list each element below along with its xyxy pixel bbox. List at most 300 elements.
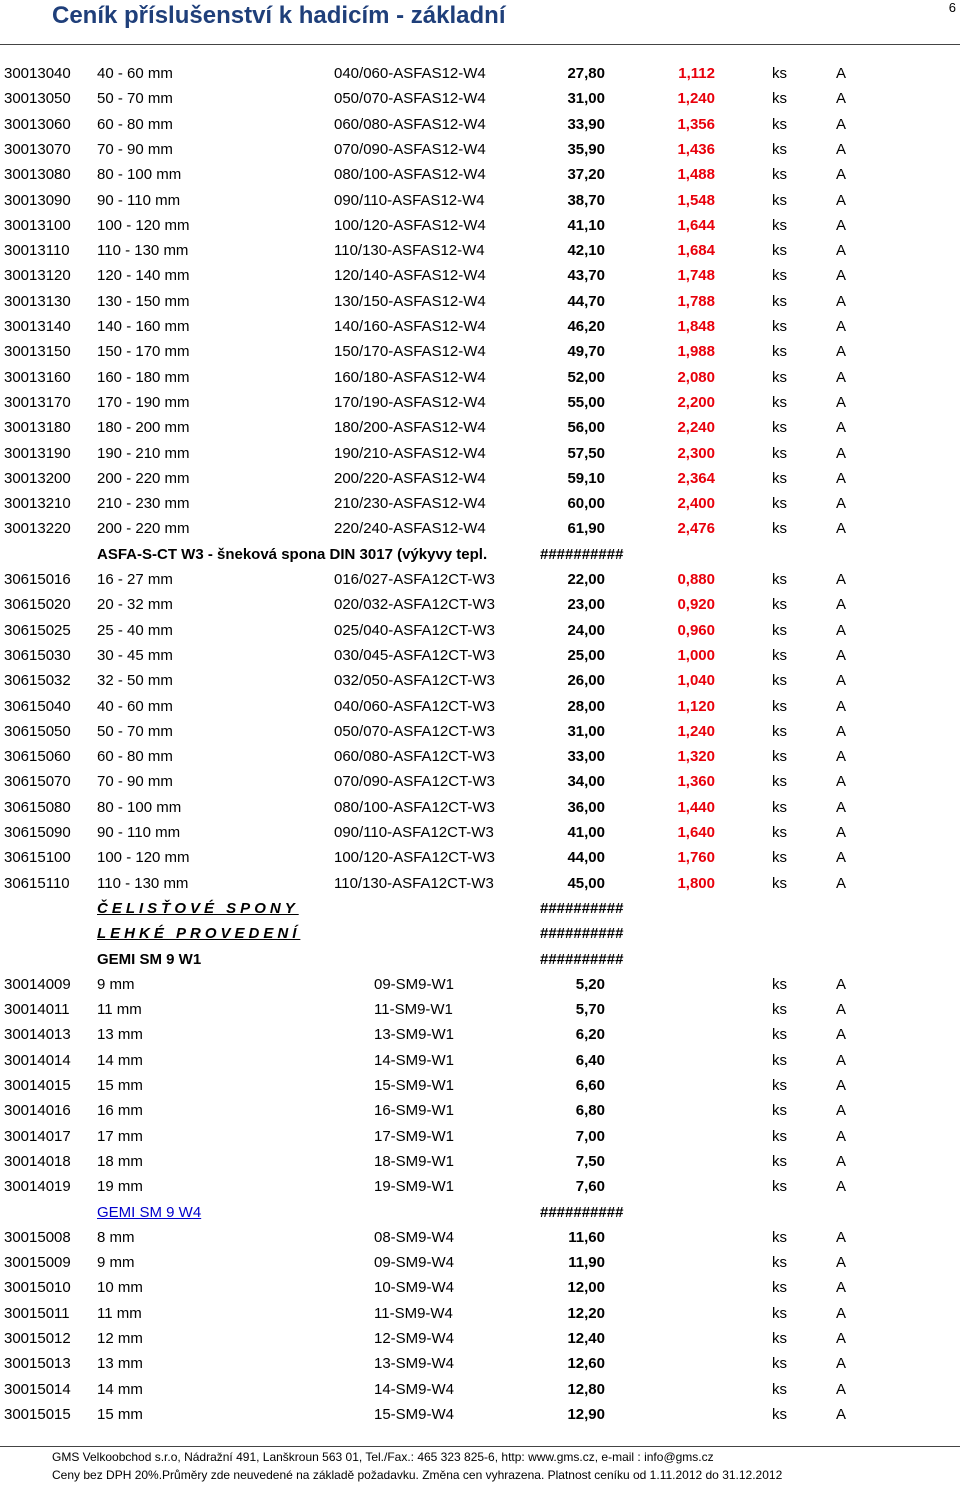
item-unit: ks — [772, 166, 787, 184]
item-size: 25 - 40 mm — [97, 621, 173, 639]
item-price-czk: 33,90 — [567, 115, 605, 133]
item-price-eur: 1,360 — [677, 773, 715, 791]
item-type-code: 060/080-ASFAS12-W4 — [334, 115, 486, 133]
item-code: 30015013 — [4, 1355, 71, 1373]
item-code: 30615070 — [4, 773, 71, 791]
item-price-czk: 55,00 — [567, 393, 605, 411]
item-class: A — [836, 1026, 847, 1044]
item-price-czk: 12,40 — [567, 1330, 605, 1347]
item-price-eur: 0,960 — [677, 621, 715, 639]
item-price-eur: 1,120 — [677, 697, 715, 715]
item-type-code: 016/027-ASFA12CT-W3 — [334, 571, 495, 588]
item-price-czk: 27,80 — [567, 65, 605, 82]
item-type-code: 11-SM9-W1 — [374, 1001, 453, 1019]
table-row — [0, 645, 960, 667]
item-size: 9 mm — [97, 975, 135, 993]
item-code: 30014013 — [4, 1026, 71, 1044]
item-price-czk: 56,00 — [567, 419, 605, 437]
item-class: A — [836, 65, 847, 82]
table-row — [0, 190, 960, 212]
item-price-czk: 6,80 — [575, 1102, 605, 1120]
item-code: 30615080 — [4, 798, 71, 816]
item-code: 30615100 — [4, 849, 71, 867]
item-unit: ks — [772, 393, 787, 411]
item-size: 16 - 27 mm — [97, 571, 173, 588]
item-price-czk: 24,00 — [567, 621, 605, 639]
table-row — [0, 746, 960, 768]
item-unit: ks — [772, 1001, 787, 1019]
item-type-code: 030/045-ASFA12CT-W3 — [334, 646, 495, 664]
table-row — [0, 822, 960, 844]
item-price-eur: 1,440 — [677, 798, 715, 816]
item-price-eur: 1,488 — [677, 166, 715, 184]
item-class: A — [836, 469, 847, 487]
item-price-eur: 1,788 — [677, 292, 715, 310]
item-class: A — [836, 874, 847, 892]
item-class: A — [836, 242, 847, 260]
item-size: 50 - 70 mm — [97, 722, 173, 740]
item-size: 50 - 70 mm — [97, 90, 173, 108]
item-type-code: 200/220-ASFAS12-W4 — [334, 469, 486, 487]
table-row — [0, 240, 960, 262]
item-class: A — [836, 1405, 847, 1423]
item-unit: ks — [772, 621, 787, 639]
item-code: 30615025 — [4, 621, 71, 639]
item-type-code: 130/150-ASFAS12-W4 — [334, 292, 486, 310]
item-unit: ks — [772, 343, 787, 361]
item-unit: ks — [772, 824, 787, 841]
item-code: 30615032 — [4, 672, 71, 690]
item-price-czk: 45,00 — [567, 874, 605, 892]
item-price-czk: 11,60 — [568, 1228, 605, 1246]
item-class: A — [836, 495, 847, 513]
item-price-eur: 1,040 — [677, 672, 715, 690]
table-row — [0, 265, 960, 287]
item-unit: ks — [772, 1380, 787, 1398]
item-price-czk: 41,00 — [567, 824, 605, 841]
item-unit: ks — [772, 1304, 787, 1322]
item-price-czk: 11,90 — [568, 1254, 605, 1272]
item-type-code: 070/090-ASFAS12-W4 — [334, 140, 486, 158]
item-size: 80 - 100 mm — [97, 166, 182, 184]
item-unit: ks — [772, 1026, 787, 1044]
item-price-czk: 28,00 — [567, 697, 605, 715]
item-size: 40 - 60 mm — [97, 65, 173, 82]
item-price-eur: 2,300 — [677, 444, 715, 462]
item-class: A — [836, 849, 847, 867]
item-code: 30013130 — [4, 292, 71, 310]
section-link[interactable]: GEMI SM 9 W4 — [97, 1203, 202, 1221]
item-unit: ks — [772, 1228, 787, 1246]
item-size: 16 mm — [97, 1102, 143, 1120]
item-type-code: 13-SM9-W4 — [374, 1355, 455, 1373]
table-row — [0, 594, 960, 616]
item-type-code: 050/070-ASFAS12-W4 — [334, 90, 486, 108]
item-code: 30615060 — [4, 748, 71, 766]
item-type-code: 10-SM9-W4 — [374, 1279, 455, 1297]
item-class: A — [836, 1304, 847, 1322]
item-price-eur: 1,000 — [677, 646, 715, 664]
item-size: 80 - 100 mm — [97, 798, 182, 816]
item-code: 30615020 — [4, 596, 71, 614]
item-price-eur: 1,644 — [677, 216, 715, 234]
item-price-czk: 12,00 — [567, 1279, 605, 1297]
item-price-eur: 1,800 — [677, 874, 715, 892]
item-size: 20 - 32 mm — [97, 596, 173, 614]
table-row — [0, 1303, 960, 1325]
item-class: A — [836, 140, 847, 158]
item-price-czk: 6,40 — [575, 1051, 605, 1069]
item-class: A — [836, 1102, 847, 1120]
item-class: A — [836, 292, 847, 310]
item-price-czk: 49,70 — [567, 343, 605, 361]
item-price-czk: 46,20 — [567, 318, 605, 335]
item-class: A — [836, 393, 847, 411]
section-heading-row — [0, 949, 960, 971]
item-price-czk: 35,90 — [567, 140, 605, 158]
item-price-czk: 57,50 — [567, 444, 605, 462]
item-unit: ks — [772, 697, 787, 715]
table-row — [0, 63, 960, 85]
section-hash-marker: ########## — [540, 925, 624, 943]
table-row — [0, 696, 960, 718]
item-unit: ks — [772, 469, 787, 487]
item-unit: ks — [772, 444, 787, 462]
item-price-eur: 2,476 — [677, 520, 715, 538]
item-size: 32 - 50 mm — [97, 672, 173, 690]
item-price-czk: 42,10 — [567, 242, 605, 260]
item-type-code: 060/080-ASFA12CT-W3 — [334, 748, 495, 766]
table-row — [0, 1100, 960, 1122]
item-price-czk: 33,00 — [567, 748, 605, 766]
item-price-eur: 1,760 — [677, 849, 715, 867]
item-type-code: 050/070-ASFA12CT-W3 — [334, 722, 495, 740]
table-row — [0, 1126, 960, 1148]
item-type-code: 180/200-ASFAS12-W4 — [334, 419, 486, 437]
item-unit: ks — [772, 115, 787, 133]
table-row — [0, 721, 960, 743]
item-type-code: 190/210-ASFAS12-W4 — [334, 444, 486, 462]
item-code: 30013050 — [4, 90, 71, 108]
table-row — [0, 569, 960, 591]
table-row — [0, 215, 960, 237]
item-size: 70 - 90 mm — [97, 140, 173, 158]
item-class: A — [836, 571, 847, 588]
item-code: 30013100 — [4, 216, 71, 234]
section-hash-marker: ########## — [540, 950, 624, 968]
item-price-czk: 41,10 — [567, 216, 605, 234]
item-type-code: 080/100-ASFAS12-W4 — [334, 166, 486, 184]
table-row — [0, 316, 960, 338]
item-size: 200 - 220 mm — [97, 520, 190, 538]
item-price-czk: 38,70 — [567, 191, 605, 209]
table-row — [0, 873, 960, 895]
item-class: A — [836, 1152, 847, 1170]
table-row — [0, 771, 960, 793]
item-class: A — [836, 697, 847, 715]
item-class: A — [836, 1279, 847, 1297]
item-price-czk: 31,00 — [567, 722, 605, 740]
item-price-czk: 23,00 — [567, 596, 605, 614]
footer-divider — [0, 1446, 960, 1447]
item-size: 30 - 45 mm — [97, 646, 173, 664]
item-size: 14 mm — [97, 1051, 143, 1069]
table-row — [0, 1227, 960, 1249]
item-unit: ks — [772, 318, 787, 335]
item-unit: ks — [772, 1254, 787, 1272]
item-price-eur: 1,848 — [677, 318, 715, 335]
item-unit: ks — [772, 419, 787, 437]
item-price-eur: 1,356 — [677, 115, 715, 133]
item-price-czk: 22,00 — [567, 571, 605, 588]
item-class: A — [836, 166, 847, 184]
item-price-czk: 52,00 — [567, 368, 605, 386]
item-class: A — [836, 115, 847, 133]
item-unit: ks — [772, 495, 787, 513]
section-hash-marker: ########## — [540, 545, 624, 563]
table-row — [0, 291, 960, 313]
footer-company-info: GMS Velkoobchod s.r.o, Nádražní 491, Lanškroun 563 01, Tel./Fax.: 465 323 825-6, http: www.gms.cz, e-mail : info@gms.cz — [52, 1450, 714, 1464]
section-hash-marker: ########## — [540, 1203, 624, 1221]
item-class: A — [836, 191, 847, 209]
item-unit: ks — [772, 292, 787, 310]
item-price-czk: 5,70 — [575, 1001, 605, 1019]
item-price-czk: 59,10 — [567, 469, 605, 487]
item-class: A — [836, 267, 847, 285]
table-row — [0, 493, 960, 515]
item-size: 180 - 200 mm — [97, 419, 190, 437]
table-row — [0, 1024, 960, 1046]
item-class: A — [836, 90, 847, 108]
item-type-code: 09-SM9-W4 — [374, 1254, 455, 1272]
table-row — [0, 164, 960, 186]
item-type-code: 160/180-ASFAS12-W4 — [334, 368, 486, 386]
item-price-eur: 1,684 — [677, 242, 715, 260]
item-price-eur: 1,320 — [677, 748, 715, 766]
item-unit: ks — [772, 65, 787, 82]
item-price-czk: 36,00 — [567, 798, 605, 816]
item-type-code: 17-SM9-W1 — [374, 1127, 455, 1145]
item-type-code: 080/100-ASFA12CT-W3 — [334, 798, 495, 816]
page-title: Ceník příslušenství k hadicím - základní — [52, 2, 506, 29]
item-type-code: 100/120-ASFA12CT-W3 — [334, 849, 495, 867]
item-code: 30615050 — [4, 722, 71, 740]
item-type-code: 14-SM9-W4 — [374, 1380, 455, 1398]
item-unit: ks — [772, 571, 787, 588]
item-code: 30014011 — [4, 1001, 70, 1019]
item-code: 30014014 — [4, 1051, 71, 1069]
item-class: A — [836, 318, 847, 335]
table-row — [0, 367, 960, 389]
item-code: 30015008 — [4, 1228, 71, 1246]
table-row — [0, 797, 960, 819]
item-size: 13 mm — [97, 1026, 143, 1044]
item-code: 30013210 — [4, 495, 71, 513]
item-code: 30015012 — [4, 1330, 71, 1347]
item-unit: ks — [772, 722, 787, 740]
table-row — [0, 468, 960, 490]
item-price-eur: 1,112 — [678, 65, 715, 82]
table-row — [0, 847, 960, 869]
section-heading-row — [0, 923, 960, 945]
item-type-code: 13-SM9-W1 — [374, 1026, 455, 1044]
item-type-code: 032/050-ASFA12CT-W3 — [334, 672, 495, 690]
table-row — [0, 443, 960, 465]
item-class: A — [836, 1127, 847, 1145]
item-class: A — [836, 773, 847, 791]
table-row — [0, 1252, 960, 1274]
section-heading: LEHKÉ PROVEDENÍ — [97, 925, 301, 943]
item-code: 30013170 — [4, 393, 71, 411]
item-class: A — [836, 748, 847, 766]
item-size: 110 - 130 mm — [97, 874, 189, 892]
item-type-code: 12-SM9-W4 — [374, 1330, 455, 1347]
item-price-eur: 0,880 — [677, 571, 715, 588]
item-class: A — [836, 1178, 847, 1196]
item-code: 30013190 — [4, 444, 71, 462]
item-class: A — [836, 1254, 847, 1272]
item-code: 30615090 — [4, 824, 71, 841]
item-price-czk: 31,00 — [567, 90, 605, 108]
item-class: A — [836, 1355, 847, 1373]
item-price-czk: 7,50 — [575, 1152, 605, 1170]
table-row — [0, 974, 960, 996]
item-unit: ks — [772, 975, 787, 993]
item-size: 70 - 90 mm — [97, 773, 173, 791]
item-code: 30013150 — [4, 343, 71, 361]
item-unit: ks — [772, 874, 787, 892]
item-price-eur: 1,548 — [677, 191, 715, 209]
item-price-eur: 2,240 — [677, 419, 715, 437]
item-type-code: 020/032-ASFA12CT-W3 — [334, 596, 495, 614]
item-code: 30013090 — [4, 191, 71, 209]
item-code: 30014016 — [4, 1102, 71, 1120]
item-class: A — [836, 1077, 847, 1094]
item-unit: ks — [772, 1330, 787, 1347]
item-type-code: 19-SM9-W1 — [374, 1178, 455, 1196]
item-price-czk: 34,00 — [567, 773, 605, 791]
item-size: 150 - 170 mm — [97, 343, 190, 361]
item-unit: ks — [772, 1152, 787, 1170]
item-class: A — [836, 419, 847, 437]
item-price-czk: 37,20 — [567, 166, 605, 184]
item-code: 30014018 — [4, 1152, 71, 1170]
item-type-code: 110/130-ASFA12CT-W3 — [334, 874, 494, 892]
item-size: 160 - 180 mm — [97, 368, 190, 386]
item-size: 120 - 140 mm — [97, 267, 190, 285]
item-price-eur: 0,920 — [677, 596, 715, 614]
table-row — [0, 139, 960, 161]
item-price-czk: 43,70 — [567, 267, 605, 285]
item-code: 30014019 — [4, 1178, 71, 1196]
section-heading: ČELISŤOVÉ SPONY — [97, 899, 299, 917]
item-price-eur: 2,400 — [677, 495, 715, 513]
item-unit: ks — [772, 520, 787, 538]
item-size: 210 - 230 mm — [97, 495, 190, 513]
item-code: 30013140 — [4, 318, 71, 335]
item-code: 30014017 — [4, 1127, 71, 1145]
table-row — [0, 1328, 960, 1350]
item-size: 170 - 190 mm — [97, 393, 190, 411]
table-row — [0, 1176, 960, 1198]
item-price-czk: 12,20 — [567, 1304, 605, 1322]
item-type-code: 100/120-ASFAS12-W4 — [334, 216, 486, 234]
item-class: A — [836, 646, 847, 664]
item-type-code: 040/060-ASFA12CT-W3 — [334, 697, 495, 715]
item-code: 30015009 — [4, 1254, 71, 1272]
item-unit: ks — [772, 242, 787, 260]
item-price-eur: 1,988 — [677, 343, 715, 361]
item-code: 30615110 — [4, 874, 70, 892]
item-unit: ks — [772, 1405, 787, 1423]
item-price-czk: 6,60 — [575, 1077, 605, 1094]
item-code: 30013110 — [4, 242, 70, 260]
item-class: A — [836, 1330, 847, 1347]
item-class: A — [836, 798, 847, 816]
item-class: A — [836, 1001, 847, 1019]
item-code: 30015011 — [4, 1304, 70, 1322]
item-class: A — [836, 1228, 847, 1246]
page-number: 6 — [948, 0, 956, 15]
item-unit: ks — [772, 267, 787, 285]
section-heading-row — [0, 1202, 960, 1224]
item-unit: ks — [772, 672, 787, 690]
item-code: 30013160 — [4, 368, 71, 386]
item-type-code: 15-SM9-W1 — [374, 1077, 455, 1094]
item-unit: ks — [772, 1077, 787, 1094]
table-row — [0, 1050, 960, 1072]
item-unit: ks — [772, 1127, 787, 1145]
item-code: 30013080 — [4, 166, 71, 184]
item-size: 40 - 60 mm — [97, 697, 173, 715]
item-size: 15 mm — [97, 1077, 143, 1094]
item-code: 30013180 — [4, 419, 71, 437]
item-class: A — [836, 621, 847, 639]
item-size: 190 - 210 mm — [97, 444, 190, 462]
item-class: A — [836, 722, 847, 740]
item-code: 30015015 — [4, 1405, 71, 1423]
item-size: 8 mm — [97, 1228, 135, 1246]
item-size: 13 mm — [97, 1355, 143, 1373]
item-price-eur: 2,080 — [677, 368, 715, 386]
item-type-code: 120/140-ASFAS12-W4 — [334, 267, 486, 285]
item-price-eur: 1,240 — [677, 722, 715, 740]
item-class: A — [836, 1051, 847, 1069]
table-row — [0, 341, 960, 363]
item-size: 17 mm — [97, 1127, 143, 1145]
item-class: A — [836, 1380, 847, 1398]
table-row — [0, 620, 960, 642]
item-type-code: 070/090-ASFA12CT-W3 — [334, 773, 495, 791]
item-size: 90 - 110 mm — [97, 824, 181, 841]
item-type-code: 040/060-ASFAS12-W4 — [334, 65, 486, 82]
item-type-code: 090/110-ASFA12CT-W3 — [334, 824, 494, 841]
item-class: A — [836, 824, 847, 841]
section-hash-marker: ########## — [540, 899, 624, 917]
table-row — [0, 1151, 960, 1173]
item-unit: ks — [772, 748, 787, 766]
item-class: A — [836, 444, 847, 462]
item-code: 30615030 — [4, 646, 71, 664]
table-row — [0, 670, 960, 692]
item-code: 30015014 — [4, 1380, 71, 1398]
item-code: 30013070 — [4, 140, 71, 158]
item-price-czk: 7,00 — [575, 1127, 605, 1145]
item-size: 130 - 150 mm — [97, 292, 190, 310]
item-price-eur: 1,240 — [677, 90, 715, 108]
item-price-czk: 7,60 — [575, 1178, 605, 1196]
item-type-code: 025/040-ASFA12CT-W3 — [334, 621, 495, 639]
